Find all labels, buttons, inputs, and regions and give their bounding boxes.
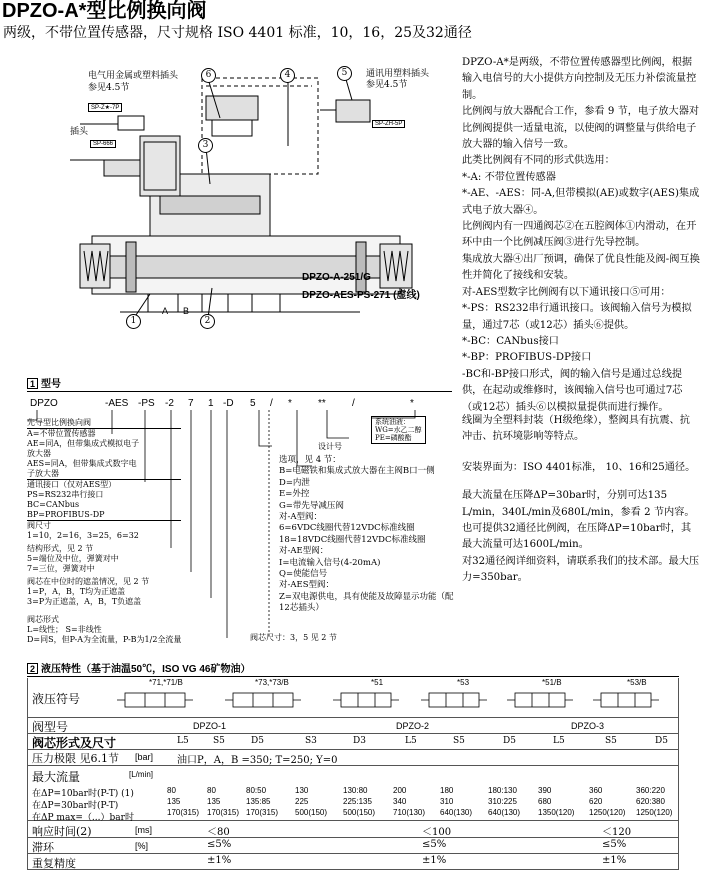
- desc-para: *-PS：RS232串行通讯接口。该阀输入信号为模拟量，通过7芯（或12芯）插头⑥提供。: [462, 303, 692, 331]
- desc-para: 比例阀内有一四通阀芯②在五腔阀体①内滑动，在开环中由一个比例减压阀③进行先导控制。: [462, 221, 697, 249]
- pressure-label: 压力极限 见6.1节: [32, 752, 119, 765]
- left-item: 1=P，A，B，T均为正遮盖: [27, 587, 126, 596]
- response-value: ＜100: [422, 827, 452, 838]
- flow-value: 135:85: [246, 797, 271, 806]
- flow-sub3: 在ΔP max=（...）bar时: [32, 813, 134, 823]
- flow-column: [440, 785, 472, 818]
- flow-value: 180: [440, 786, 454, 795]
- hysteresis-value: ≤5%: [602, 839, 627, 850]
- page-subtitle: 两级，不带位置传感器，尺寸规格 ISO 4401 标准，10，16，25及32通径: [3, 25, 472, 41]
- section-1-heading: [27, 375, 61, 390]
- flow-value: 390: [538, 786, 552, 795]
- left-item: 先导型比例换向阀: [27, 418, 181, 429]
- desc-para: *-A: 不带位置传感器: [462, 171, 556, 183]
- code-part: DPZO: [30, 398, 58, 409]
- left-item: D=同S，但P-A为全流量，P-B为1/2全流量: [27, 635, 182, 644]
- hysteresis-unit: [%]: [135, 841, 149, 851]
- desc-para: 线圈为全塑料封装（H级绝缘），整阀具有抗震、抗冲击、抗环境影响等特点。: [462, 415, 690, 443]
- model-right-list: [279, 455, 454, 615]
- section-2-rule: [27, 676, 679, 677]
- section-2-title: 液压特性（基于油温50℃，ISO VG 46矿物油）: [41, 664, 251, 675]
- port-b-label: B: [183, 306, 190, 316]
- symbol-code: *51: [371, 678, 384, 687]
- right-item: B=电磁铁和集成式放大器在主阀B口一侧: [279, 466, 435, 477]
- flow-value: 80:50: [246, 786, 267, 795]
- right-item: E=外控: [279, 489, 310, 500]
- flow-column: [589, 785, 625, 818]
- flow-value: 360:220: [636, 786, 665, 795]
- flow-value: 640(130): [440, 808, 473, 817]
- code-part: 5: [250, 398, 256, 409]
- valve-symbol: [225, 693, 301, 707]
- flow-value: 135: [167, 797, 181, 806]
- left-item: 阀芯形式: [27, 615, 59, 624]
- symbol-code: *71,*71/B: [149, 678, 183, 687]
- left-item: 7=三位，弹簧对中: [27, 564, 95, 573]
- code-part: -PS: [138, 398, 155, 409]
- left-item: 3=P为正遮盖，A，B，T负遮盖: [27, 597, 142, 606]
- pressure-unit: [bar]: [135, 752, 154, 762]
- spool-value: S5: [213, 736, 225, 746]
- desc-para: *-AE、-AES：同-A,但带模拟(AE)或数字(AES)集成式电子放大器④。: [462, 188, 700, 216]
- hysteresis-label: 滞环: [32, 841, 54, 854]
- section-1-rule: [27, 391, 452, 392]
- flow-value: 680: [538, 797, 552, 806]
- description-column-lower: [462, 413, 700, 587]
- callout-6: 6: [201, 68, 216, 83]
- flow-sub2: 在ΔP=30bar时(P-T): [32, 801, 119, 811]
- spool-value: L5: [405, 736, 417, 746]
- right-item: 选项，见 4 节：: [279, 455, 341, 465]
- spool-value: L5: [553, 736, 565, 746]
- callout-5: 5: [337, 66, 352, 81]
- flow-column: [393, 785, 425, 818]
- hysteresis-row: [27, 838, 679, 854]
- symbol-code: *53/B: [627, 678, 647, 687]
- response-unit: [ms]: [135, 825, 152, 835]
- spool-value: D3: [353, 736, 366, 746]
- seal-box: [371, 416, 426, 444]
- left-item: 阀尺寸: [27, 520, 181, 531]
- flow-value: 80: [207, 786, 216, 795]
- left-item: BC=CANbus: [27, 500, 80, 509]
- flow-sub1: 在ΔP=10bar时(P-T) (1): [32, 789, 134, 799]
- flow-value: 620:380: [636, 797, 665, 806]
- spool-value: S5: [453, 736, 465, 746]
- callout-1: 1: [126, 314, 141, 329]
- tag-sp-z: SP-Z★-7P: [88, 103, 122, 112]
- comm-ref: 参见4.5节: [366, 80, 408, 90]
- valve-model-row: [27, 718, 679, 734]
- code-part: -D: [223, 398, 234, 409]
- port-a-label: A: [162, 306, 169, 316]
- symbol-row-label: 液压符号: [32, 692, 81, 706]
- right-item: 18=18VDC线圈代替12VDC标准线圈: [279, 534, 426, 545]
- code-part: /: [352, 398, 355, 409]
- spool-value: S3: [305, 736, 317, 746]
- code-part: **: [318, 398, 326, 409]
- response-value: ＜80: [207, 827, 230, 838]
- flow-unit: [L/min]: [129, 770, 154, 779]
- left-item: 放大器: [27, 449, 51, 458]
- flow-value: 225: [295, 797, 309, 806]
- desc-para: 此类比例阀有不同的形式供选用：: [462, 155, 615, 167]
- right-item: 对-AES型阀：: [279, 580, 335, 591]
- flow-value: 500(150): [295, 808, 328, 817]
- code-part: *: [410, 398, 414, 409]
- callout-4: 4: [280, 68, 295, 83]
- flow-column: [246, 785, 278, 818]
- code-part: *: [288, 398, 292, 409]
- flow-value: 170(315): [207, 808, 240, 817]
- hysteresis-value: ≤5%: [207, 839, 232, 850]
- hysteresis-value: ≤5%: [422, 839, 447, 850]
- left-item: 1=10，2=16，3=25，6=32: [27, 531, 139, 540]
- repeatability-value: ±1%: [207, 855, 232, 866]
- desc-para: 对-AES型数字比例阀有以下通讯接口⑤可用：: [462, 286, 671, 298]
- left-item: 结构形式，见 2 节: [27, 544, 94, 553]
- spool-size-label: 阀芯尺寸：3，5 见 2 节: [250, 633, 337, 642]
- table-border-left: [27, 678, 28, 870]
- flow-value: 170(315): [246, 808, 279, 817]
- tag-sp-666: SP-666: [90, 140, 116, 148]
- left-item: 通讯接口（仅对AES型）: [27, 479, 181, 490]
- desc-para: 比例阀与放大器配合工作，参看 9 节，电子放大器对比例阀提供一适量电流，以使阀的调整量与供给电子放大器的输入信号一致。: [462, 106, 700, 151]
- code-part: /: [270, 398, 273, 409]
- seal-item: PE=磷酸酯: [375, 434, 412, 442]
- spool-values: [27, 736, 679, 750]
- repeatability-value: ±1%: [602, 855, 627, 866]
- hydraulic-symbols: [117, 689, 677, 715]
- desc-para: *-BC：CANbus接口: [462, 335, 559, 347]
- repeatability-row: [27, 854, 679, 870]
- left-item: 阀芯在中位时的遮盖情况，见 2 节: [27, 577, 150, 586]
- section-1-title: 型号: [41, 379, 61, 390]
- desc-para: 最大流量在压降ΔP=30bar时，分别可达135 L/min，340L/min及680L/min，参看 2 节内容。也可提供32通径比例阀，在压降ΔP=10bar时，其最大流量可达1600L/min。: [462, 490, 695, 551]
- callout-3: 3: [198, 138, 213, 153]
- connector-ref: 参见4.5节: [88, 83, 130, 93]
- flow-column: [538, 785, 574, 818]
- flow-column: [207, 785, 239, 818]
- right-item: 6=6VDC线圈代替12VDC标准线圈: [279, 523, 415, 534]
- left-item: BP=PROFIBUS-DP: [27, 510, 105, 519]
- pressure-row: [27, 750, 679, 766]
- section-2-number: 2: [27, 663, 38, 674]
- response-value: ＜120: [602, 827, 632, 838]
- code-part: -2: [165, 398, 174, 409]
- flow-value: 310:225: [488, 797, 517, 806]
- flow-column: [636, 785, 672, 818]
- spool-value: D5: [503, 736, 516, 746]
- symbol-code: *53: [457, 678, 470, 687]
- repeatability-label: 重复精度: [32, 857, 76, 870]
- model-left-list: [27, 418, 181, 645]
- table-border-right: [678, 678, 679, 870]
- spool-label: 阀芯形式及尺寸: [32, 736, 117, 750]
- left-item: A=不带位置传感器: [27, 429, 96, 438]
- code-part: 7: [188, 398, 194, 409]
- right-item: D=内泄: [279, 477, 310, 488]
- valve-model-label: 阀型号: [32, 720, 69, 734]
- spool-value: S5: [605, 736, 617, 746]
- connector-label: 电气用金属或塑料插头: [88, 71, 179, 81]
- flow-value: 500(150): [343, 808, 376, 817]
- desc-para: 集成放大器④出厂预调，确保了优良性能及阀-阀互换性并简化了接线和安装。: [462, 253, 700, 282]
- seal-item: WG=水乙二醇: [375, 426, 422, 434]
- flow-value: 360: [589, 786, 603, 795]
- valve-model: DPZO-2: [396, 721, 430, 731]
- desc-para: *-BP：PROFIBUS-DP接口: [462, 352, 592, 364]
- flow-column: [488, 785, 520, 818]
- model-label-1: DPZO-A-251/G: [302, 272, 371, 283]
- flow-value: 340: [393, 797, 407, 806]
- model-label-2: DPZO-AES-PS-271 (虚线): [302, 290, 420, 301]
- valve-model: DPZO-3: [571, 721, 605, 731]
- right-item: G=带先导减压阀: [279, 500, 344, 511]
- flow-value: 130:80: [343, 786, 368, 795]
- flow-value: 1250(120): [589, 808, 626, 817]
- valve-symbol: [117, 693, 193, 707]
- code-part: 1: [208, 398, 214, 409]
- pressure-value: 油口P，A，B =350; T=250; Y=0: [177, 755, 338, 766]
- left-item: 子放大器: [27, 469, 59, 478]
- repeatability-value: ±1%: [422, 855, 447, 866]
- flow-column: [167, 785, 199, 818]
- plug-label: 插头: [70, 127, 89, 137]
- page-title: DPZO-A*型比例换向阀: [2, 0, 207, 22]
- flow-value: 310: [440, 797, 454, 806]
- valve-model: DPZO-1: [193, 721, 227, 731]
- comm-label: 通讯用塑料插头: [366, 69, 430, 79]
- symbol-code: *51/B: [542, 678, 562, 687]
- flow-value: 180:130: [488, 786, 517, 795]
- spool-value: L5: [177, 736, 189, 746]
- response-row: [27, 822, 679, 838]
- flow-value: 135: [207, 797, 221, 806]
- description-column: [462, 55, 700, 416]
- right-item: Z=双电源供电，具有使能及故障显示功能（配12芯插头）: [279, 591, 454, 614]
- valve-symbol: [421, 693, 487, 707]
- flow-value: 620: [589, 797, 603, 806]
- desc-para: 安装界面为：ISO 4401标准， 10、16和25通径。: [462, 461, 696, 473]
- code-part: -AES: [105, 398, 129, 409]
- flow-column: [343, 785, 375, 818]
- right-item: Q=使能信号: [279, 569, 328, 580]
- response-label: 响应时间(2): [32, 825, 92, 838]
- spool-value: D5: [251, 736, 264, 746]
- seal-item: 系统油液：: [375, 418, 410, 426]
- left-item: AE=同A，但带集成式模拟电子: [27, 439, 140, 448]
- left-item: 5=端位及中位，弹簧对中: [27, 554, 119, 563]
- spool-value: D5: [655, 736, 668, 746]
- desc-para: -BC和-BP接口形式，阀的输入信号是通过总线提供，在起动或维修时，该阀输入信号也可通过7芯（或12芯）插头⑥以模拟量提供而进行操作。: [462, 368, 683, 413]
- right-item: 对-AE型阀：: [279, 546, 329, 557]
- left-item: PS=RS232串行接口: [27, 490, 104, 499]
- valve-cross-section-diagram: [40, 56, 460, 376]
- flow-value: 640(130): [488, 808, 521, 817]
- design-number-label: 设计号: [318, 442, 342, 451]
- flow-value: 200: [393, 786, 407, 795]
- desc-para: 对32通径阀详细资料，请联系我们的技术部。最大压力=350bar。: [462, 555, 700, 584]
- desc-para: DPZO-A*是两级，不带位置传感器型比例阀，根据输入电信号的大小提供方向控制及无压力补偿流量控制。: [462, 57, 697, 101]
- flow-value: 710(130): [393, 808, 426, 817]
- valve-symbol: [507, 693, 573, 707]
- symbol-code: *73,*73/B: [255, 678, 289, 687]
- flow-value: 130: [295, 786, 309, 795]
- flow-value: 1250(120): [636, 808, 673, 817]
- section-2-heading: [27, 660, 250, 675]
- flow-column: [295, 785, 327, 818]
- left-item: AES=同A，但带集成式数字电: [27, 459, 137, 468]
- valve-symbol: [333, 693, 399, 707]
- flow-value: 170(315): [167, 808, 200, 817]
- callout-2: 2: [200, 314, 215, 329]
- flow-value: 80: [167, 786, 176, 795]
- section-1-number: 1: [27, 378, 38, 389]
- valve-symbol: [593, 693, 659, 707]
- symbol-row: [27, 678, 679, 718]
- right-item: I=电流输入信号(4-20mA): [279, 557, 381, 568]
- left-item: L=线性； S=非线性: [27, 625, 102, 634]
- tag-sp-zh: SP-ZH-5P: [372, 120, 405, 128]
- flow-value: 225:135: [343, 797, 372, 806]
- flow-label: 最大流量: [32, 770, 81, 784]
- flow-value: 1350(120): [538, 808, 575, 817]
- right-item: 对-A型阀：: [279, 512, 323, 523]
